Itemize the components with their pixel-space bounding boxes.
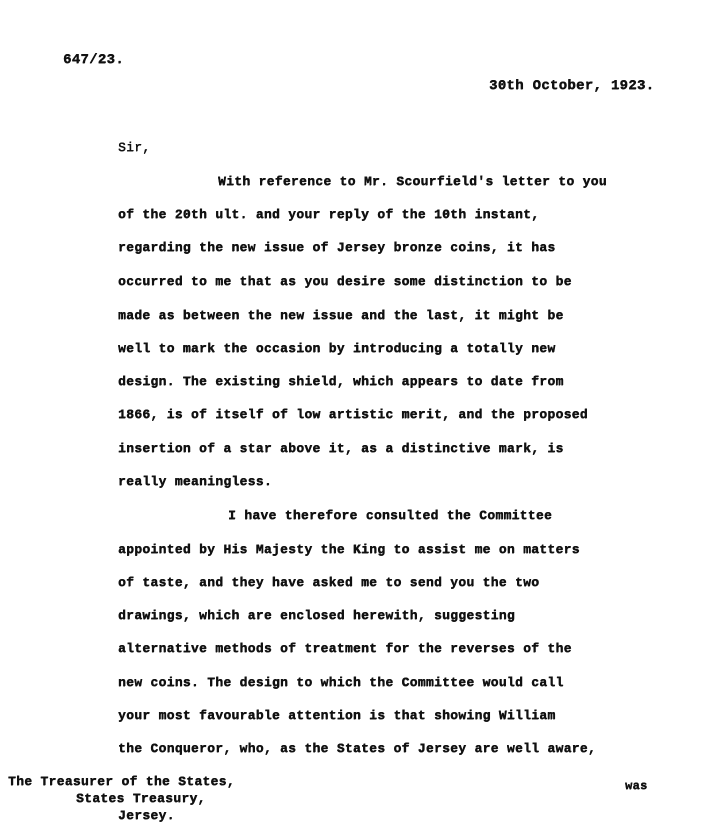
paragraph-1-line: really meaningless. <box>118 474 272 489</box>
addressee-line: States Treasury, <box>76 791 206 806</box>
paragraph-1-line: regarding the new issue of Jersey bronze coins, it has <box>118 240 556 255</box>
paragraph-1-line: 1866, is of itself of low artistic merit, and the proposed <box>118 407 588 422</box>
paragraph-2-line: of taste, and they have asked me to send you the two <box>118 575 540 590</box>
catchword: was <box>625 779 648 793</box>
paragraph-2-line: new coins. The design to which the Committee would call <box>118 675 564 690</box>
reference-number: 647/23. <box>63 52 124 68</box>
addressee-line: The Treasurer of the States, <box>8 774 235 789</box>
paragraph-1-line: insertion of a star above it, as a distinctive mark, is <box>118 441 564 456</box>
paragraph-1-line: made as between the new issue and the last, it might be <box>118 308 564 323</box>
salutation: Sir, <box>118 140 151 155</box>
paragraph-2-line: appointed by His Majesty the King to assist me on matters <box>118 542 580 557</box>
paragraph-1-line: well to mark the occasion by introducing a totally new <box>118 341 556 356</box>
paragraph-1-line: occurred to me that as you desire some distinction to be <box>118 274 572 289</box>
paragraph-2-line: drawings, which are enclosed herewith, suggesting <box>118 608 515 623</box>
addressee-line: Jersey. <box>118 808 175 823</box>
paragraph-2-line: I have therefore consulted the Committee <box>228 508 553 523</box>
paragraph-1-line: design. The existing shield, which appears to date from <box>118 374 564 389</box>
paragraph-2-line: the Conqueror, who, as the States of Jersey are well aware, <box>118 741 596 756</box>
paragraph-1-line: of the 20th ult. and your reply of the 10th instant, <box>118 207 540 222</box>
letter-date: 30th October, 1923. <box>489 78 655 94</box>
paragraph-2-line: your most favourable attention is that showing William <box>118 708 556 723</box>
paragraph-2-line: alternative methods of treatment for the reverses of the <box>118 641 572 656</box>
paragraph-1-line: With reference to Mr. Scourfield's letter to you <box>218 174 607 189</box>
